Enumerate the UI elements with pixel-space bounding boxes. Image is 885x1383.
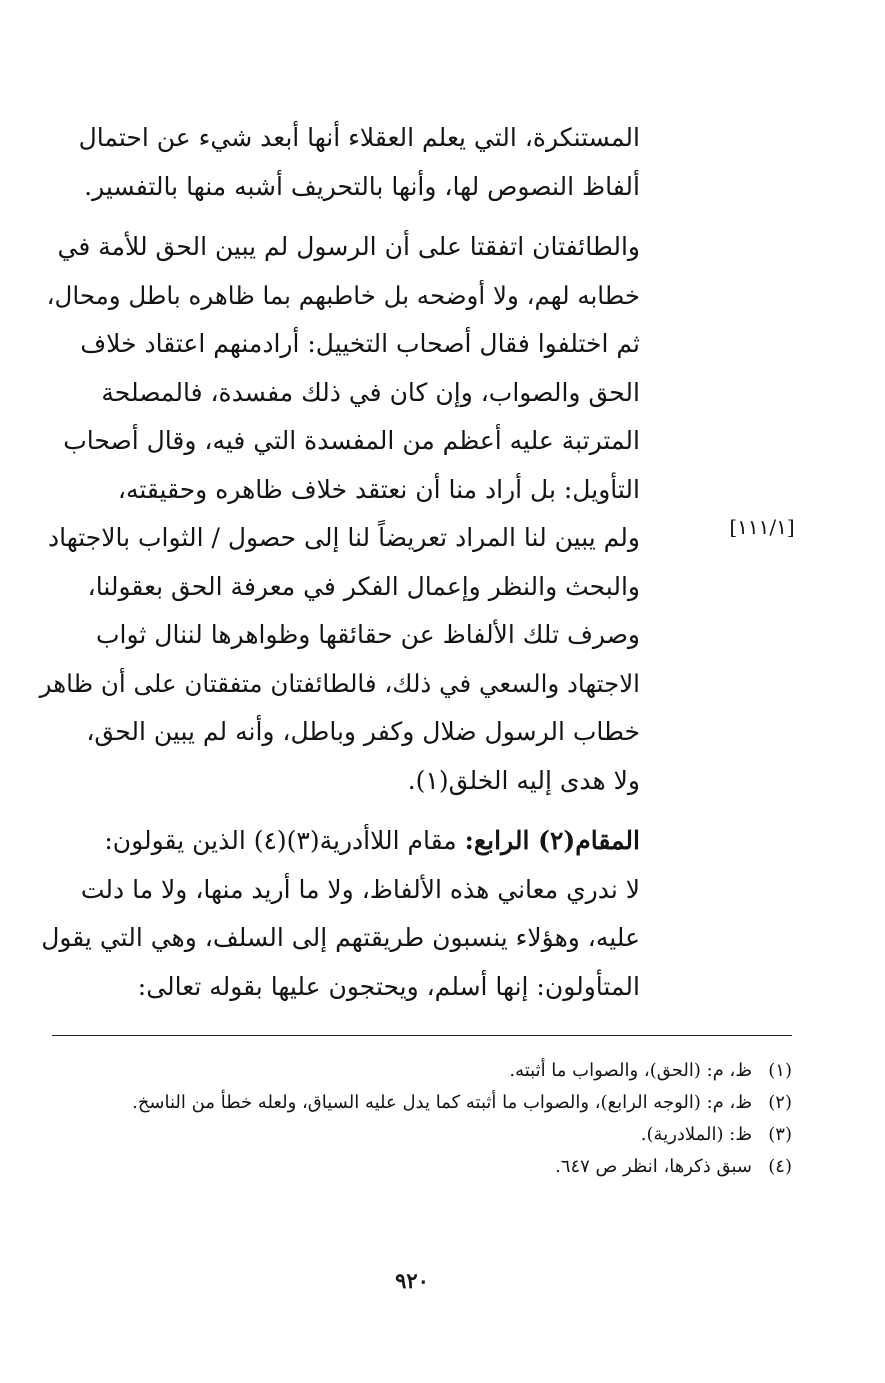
footnote-text: سبق ذكرها، انظر ص ٦٤٧. bbox=[555, 1156, 752, 1177]
footnote-number: (٣) bbox=[768, 1124, 792, 1145]
footnote-number: (١) bbox=[768, 1060, 792, 1081]
footnote-item bbox=[40, 1119, 792, 1151]
text-line: الاجتهاد والسعي في ذلك، فالطائفتان متفقتان على أن ظاهر bbox=[39, 668, 640, 698]
main-text bbox=[40, 114, 640, 1011]
text-line: الحق والصواب، وإن كان في ذلك مفسدة، فالمصلحة bbox=[101, 377, 640, 407]
paragraph-3 bbox=[40, 817, 640, 1011]
footnote-item bbox=[40, 1151, 792, 1183]
text-line: التأويل: بل أراد منا أن نعتقد خلاف ظاهره وحقيقته، bbox=[117, 474, 640, 504]
section-heading: المقام(٢) الرابع: bbox=[464, 826, 640, 855]
text-line: عليه، وهؤلاء ينسبون طريقتهم إلى السلف، وهي التي يقول bbox=[41, 923, 640, 952]
text-line: المتأولون: إنها أسلم، ويحتجون عليها بقوله تعالى: bbox=[137, 971, 640, 1001]
footnote-number: (٢) bbox=[768, 1092, 792, 1113]
manuscript-page-reference: [١١١/١] bbox=[729, 515, 795, 539]
footnote-text: ظ: (الملادرية). bbox=[640, 1124, 752, 1145]
heading-line-rest: مقام اللاأدرية(٣)(٤) الذين يقولون: bbox=[104, 826, 465, 855]
text-line: والطائفتان اتفقتا على أن الرسول لم يبين الحق للأمة في bbox=[57, 232, 640, 261]
text-line: المستنكرة، التي يعلم العقلاء أنها أبعد شيء عن احتمال bbox=[78, 123, 640, 152]
text-line: ألفاظ النصوص لها، وأنها بالتحريف أشبه منها بالتفسير. bbox=[84, 171, 640, 201]
paragraph-1 bbox=[40, 114, 640, 211]
footnote-number: (٤) bbox=[768, 1156, 792, 1177]
text-line: ولا هدى إليه الخلق(١). bbox=[407, 765, 640, 795]
text-line: خطابه لهم، ولا أوضحه بل خاطبهم بما ظاهره باطل ومحال، bbox=[46, 280, 640, 310]
paragraph-2 bbox=[40, 223, 640, 805]
footnote-text: ظ، م: (الوجه الرابع)، والصواب ما أثبته كما يدل عليه السياق، ولعله خطأ من الناسخ. bbox=[132, 1092, 752, 1113]
text-line bbox=[40, 817, 640, 866]
text-line: ولم يبين لنا المراد تعريضاً لنا إلى حصول / الثواب بالاجتهاد bbox=[47, 523, 640, 552]
text-line: لا ندري معاني هذه الألفاظ، ولا ما أريد منها، ولا ما دلت bbox=[80, 874, 640, 904]
text-line: والبحث والنظر وإعمال الفكر في معرفة الحق بعقولنا، bbox=[87, 571, 640, 601]
footnote-divider bbox=[52, 1035, 792, 1036]
text-line: وصرف تلك الألفاظ عن حقائقها وظواهرها لننال ثواب bbox=[95, 620, 640, 649]
footnotes bbox=[40, 1055, 792, 1183]
text-line: خطاب الرسول ضلال وكفر وباطل، وأنه لم يبين الحق، bbox=[86, 717, 640, 746]
footnote-item bbox=[40, 1055, 792, 1087]
page-number: ٩٢٠ bbox=[395, 1268, 429, 1293]
text-line: ثم اختلفوا فقال أصحاب التخييل: أرادمنهم اعتقاد خلاف bbox=[80, 329, 640, 358]
text-line: المترتبة عليه أعظم من المفسدة التي فيه، وقال أصحاب bbox=[63, 426, 640, 455]
footnote-item bbox=[40, 1087, 792, 1119]
footnote-text: ظ، م: (الحق)، والصواب ما أثبته. bbox=[509, 1060, 752, 1081]
